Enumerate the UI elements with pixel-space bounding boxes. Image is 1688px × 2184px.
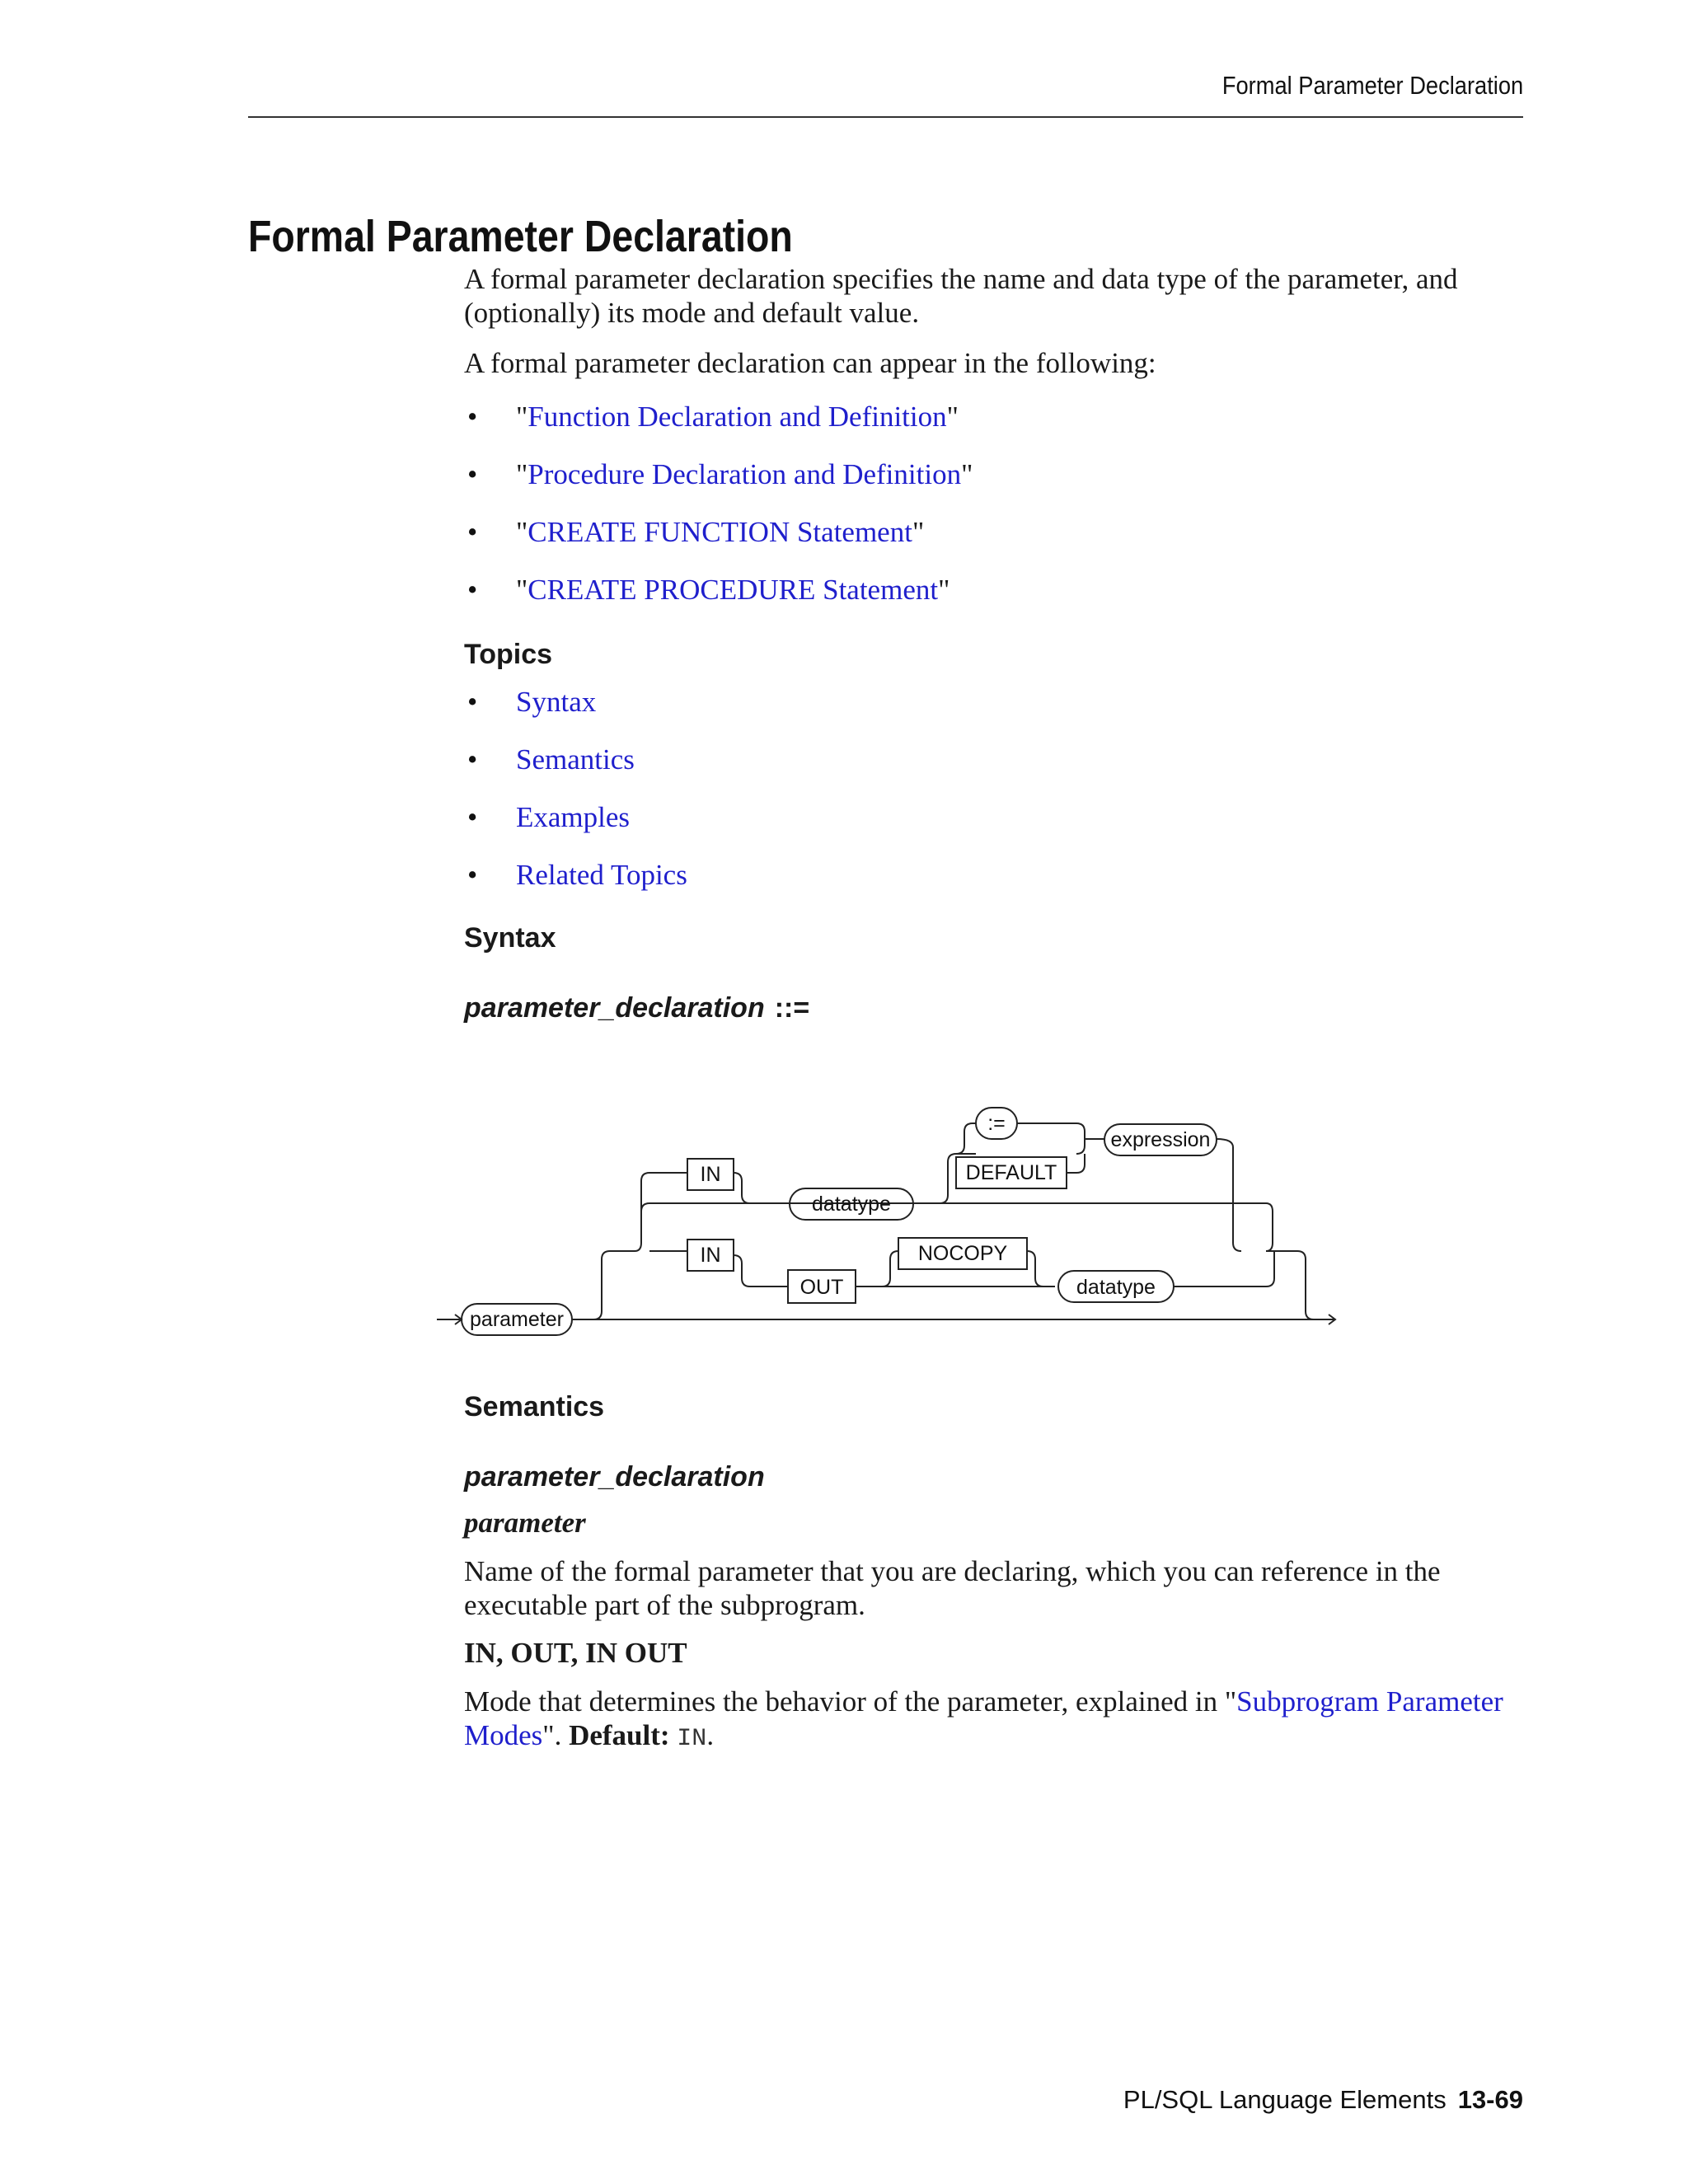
page-title: Formal Parameter Declaration xyxy=(248,212,793,261)
syntax-production xyxy=(464,992,1536,1024)
diagram-out: OUT xyxy=(799,1276,844,1299)
list-item xyxy=(464,846,1536,904)
diagram-default: DEFAULT xyxy=(965,1161,1057,1184)
term-modes: IN, OUT, IN OUT xyxy=(464,1637,687,1669)
link-examples[interactable]: Examples xyxy=(516,801,631,833)
modes-description xyxy=(464,1685,1536,1756)
diagram-parameter: parameter xyxy=(470,1308,564,1331)
default-label: Default: xyxy=(569,1719,670,1751)
diagram-datatype-1: datatype xyxy=(812,1193,891,1216)
footer-section: PL/SQL Language Elements xyxy=(1123,2085,1447,2114)
term-parameter: parameter xyxy=(464,1507,586,1539)
diagram-in-1: IN xyxy=(700,1163,721,1186)
modes-text-mid: ". xyxy=(542,1719,570,1751)
syntax-heading: Syntax xyxy=(464,922,556,954)
link-syntax[interactable]: Syntax xyxy=(516,686,597,718)
modes-text-end: . xyxy=(706,1719,715,1751)
link-create-procedure[interactable]: CREATE PROCEDURE Statement xyxy=(528,574,939,606)
intro-paragraph: A formal parameter declaration specifies the name and data type of the parameter, and (optionally) its mode and default value. xyxy=(464,263,1458,329)
appears-in-list xyxy=(464,388,1536,619)
list-item: • "Function Declaration and Definition" xyxy=(464,388,1536,446)
parameter-description: Name of the formal parameter that you are declaring, which you can reference in the executable part of the subprogram. xyxy=(464,1555,1441,1621)
semantics-section xyxy=(464,1391,1536,1756)
diagram-expression: expression xyxy=(1110,1128,1211,1151)
list-item xyxy=(464,789,1536,846)
appears-in-paragraph: A formal parameter declaration can appear in the following: xyxy=(464,347,1156,379)
default-value: IN xyxy=(677,1725,707,1753)
page-footer xyxy=(1123,2085,1523,2115)
list-item xyxy=(464,731,1536,789)
list-item: • "CREATE FUNCTION Statement" xyxy=(464,504,1536,561)
link-subprogram-parameter-modes[interactable]: Subprogram Parameter Modes xyxy=(464,1685,1503,1751)
diagram-assign: := xyxy=(987,1112,1006,1135)
list-item: • "Procedure Declaration and Definition" xyxy=(464,446,1536,504)
production-operator: ::= xyxy=(774,992,810,1024)
topics-heading: Topics xyxy=(464,639,553,670)
production-name: parameter_declaration xyxy=(464,992,765,1024)
semantics-production: parameter_declaration xyxy=(464,1461,765,1493)
link-semantics[interactable]: Semantics xyxy=(516,743,635,776)
modes-text: Mode that determines the behavior of the parameter, explained in " xyxy=(464,1685,1237,1718)
topics-list xyxy=(464,673,1536,904)
page-number: 13-69 xyxy=(1457,2085,1523,2114)
diagram-nocopy: NOCOPY xyxy=(917,1242,1008,1265)
link-related-topics[interactable]: Related Topics xyxy=(516,859,687,891)
link-create-function[interactable]: CREATE FUNCTION Statement xyxy=(528,516,912,548)
link-procedure-declaration[interactable]: Procedure Declaration and Definition xyxy=(528,458,962,490)
link-function-declaration[interactable]: Function Declaration and Definition xyxy=(528,401,947,433)
semantics-heading: Semantics xyxy=(464,1391,605,1422)
main-content xyxy=(464,262,1536,1024)
header-rule xyxy=(248,116,1523,118)
diagram-datatype-2: datatype xyxy=(1076,1276,1156,1299)
syntax-diagram xyxy=(429,1096,1352,1360)
list-item xyxy=(464,673,1536,731)
list-item: • "CREATE PROCEDURE Statement" xyxy=(464,561,1536,619)
diagram-in-2: IN xyxy=(700,1244,721,1267)
running-header: Formal Parameter Declaration xyxy=(1221,71,1523,100)
